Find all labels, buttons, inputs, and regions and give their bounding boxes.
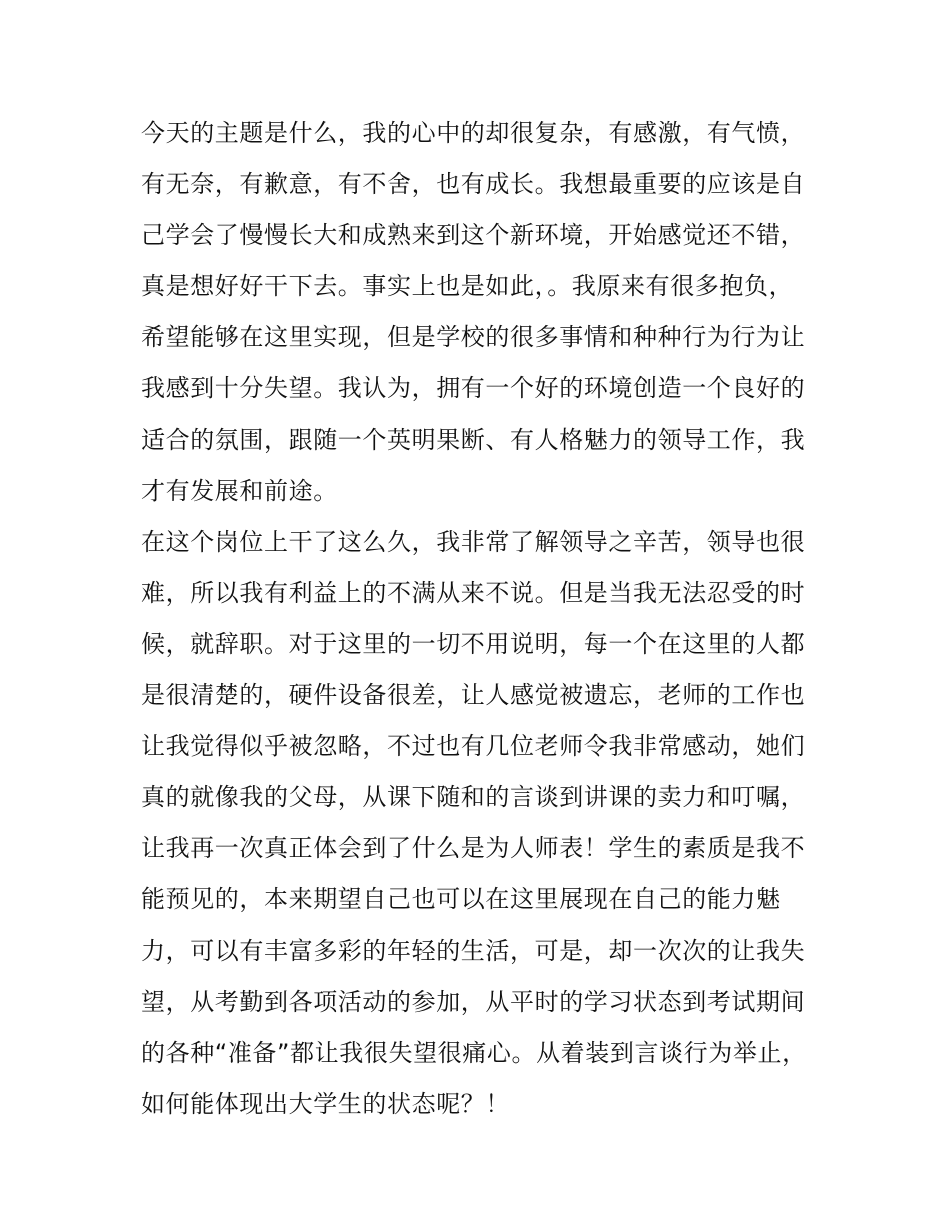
text-line: 候，就辞职。对于这里的一切不用说明，每一个在这里的人都 xyxy=(141,629,806,658)
text-line: 有无奈，有歉意，有不舍，也有成长。我想最重要的应该是自 xyxy=(141,170,806,199)
text-line: 难，所以我有利益上的不满从来不说。但是当我无法忍受的时 xyxy=(141,578,806,607)
text-line: 让我觉得似乎被忽略，不过也有几位老师令我非常感动，她们 xyxy=(141,732,806,761)
text-line: 我感到十分失望。我认为，拥有一个好的环境创造一个良好的 xyxy=(141,374,806,403)
text-line: 是很清楚的，硬件设备很差，让人感觉被遗忘，老师的工作也 xyxy=(141,681,806,710)
text-line: 今天的主题是什么，我的心中的却很复杂，有感激，有气愤， xyxy=(141,119,806,147)
text-line: 真的就像我的父母，从课下随和的言谈到讲课的卖力和叮嘱， xyxy=(141,783,806,812)
text-line: 望，从考勤到各项活动的参加，从平时的学习状态到考试期间 xyxy=(141,987,806,1016)
paragraph-2 xyxy=(141,517,821,1130)
text-line: 能预见的，本来期望自己也可以在这里展现在自己的能力魅 xyxy=(141,885,781,914)
document-body xyxy=(141,108,821,1130)
text-line: 己学会了慢慢长大和成熟来到这个新环境，开始感觉还不错， xyxy=(141,221,806,250)
text-line: 才有发展和前途。 xyxy=(141,476,338,505)
text-line: 如何能体现出大学生的状态呢？！ xyxy=(141,1089,510,1118)
text-line: 力，可以有丰富多彩的年轻的生活，可是，却一次次的让我失 xyxy=(141,936,806,965)
text-line: 希望能够在这里实现，但是学校的很多事情和种种行为行为让 xyxy=(141,323,806,352)
paragraph-1 xyxy=(141,108,821,517)
text-line: 真是想好好干下去。事实上也是如此，。我原来有很多抱负， xyxy=(141,272,794,301)
text-line: 的各种“准备”都让我很失望很痛心。从着装到言谈行为举止， xyxy=(141,1038,807,1067)
text-line: 在这个岗位上干了这么久，我非常了解领导之辛苦，领导也很 xyxy=(141,527,806,556)
text-line: 让我再一次真正体会到了什么是为人师表！学生的素质是我不 xyxy=(141,834,806,863)
text-line: 适合的氛围，跟随一个英明果断、有人格魅力的领导工作，我 xyxy=(141,425,806,454)
